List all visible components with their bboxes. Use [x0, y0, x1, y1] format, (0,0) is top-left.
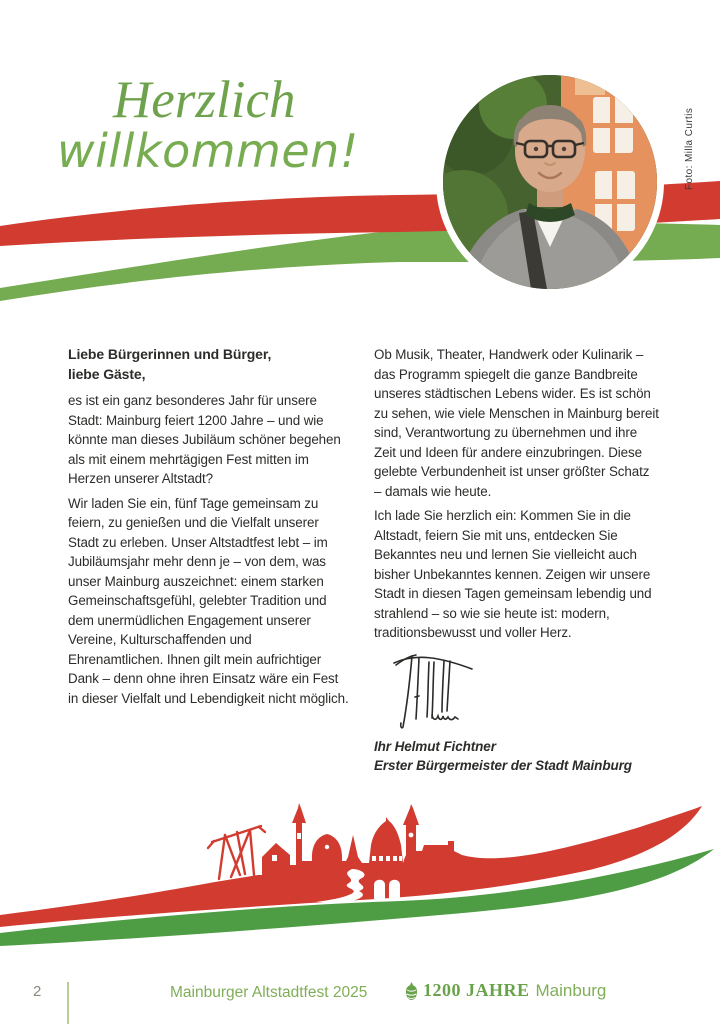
mayor-portrait-photo	[436, 68, 664, 296]
footer-divider	[67, 982, 69, 1024]
page-title-line1: Herzlich	[113, 71, 296, 129]
anniversary-text-bold: 1200 JAHRE	[423, 980, 530, 1000]
town-skyline-graphic	[0, 795, 720, 950]
salutation	[68, 345, 349, 384]
salutation-line1: Liebe Bürgerinnen und Bürger,	[68, 346, 272, 362]
paragraph: Ich lade Sie herzlich ein: Kommen Sie in die Altstadt, feiern Sie mit uns, entdecken Sie Bekanntes neu und lernen Sie vielleicht auch bisher Unbekanntes kennen. Zeigen wir unsere Stadt in diesen Tagen gemeinsam lebendig und strahlend – so wie sie heute ist: modern, traditionsbewusst und voller Herz.	[374, 508, 652, 640]
anniversary-logo	[404, 980, 606, 1001]
paragraph: Ob Musik, Theater, Handwerk oder Kulinarik – das Programm spiegelt die ganze Bandbreite unseres städtischen Lebens wider. Es ist schön zu sehen, wie viele Menschen in Mainburg bereit sind, Verantwortung zu übernehmen und ihre Zeit und Ideen für andere einzubringen. Diese gelebte Verbundenheit ist unser größter Schatz – damals wie heute.	[374, 347, 659, 499]
signature-icon	[388, 649, 498, 735]
paragraph: Wir laden Sie ein, fünf Tage gemeinsam zu feiern, zu genießen und die Vielfalt unserer Stadt zu erleben. Unser Altstadtfest lebt – im Jubiläumsjahr mehr denn je – von dem, was unser Mainburg auszeichnet: einem starken Gemeinschaftsgefühl, gelebter Tradition und dem unermüdlichen Engagement unserer Vereine, Kulturschaffenden und Ehrenamtlichen. Ihnen gilt mein aufrichtiger Dank – denn ohne ihren Einsatz wäre ein Fest in dieser Vielfalt und Lebendigkeit nicht möglich.	[68, 495, 349, 706]
portrait-illustration	[443, 75, 657, 289]
signoff	[374, 737, 660, 776]
page-title-line2: willkommen!	[57, 124, 359, 178]
anniversary-text-city: Mainburg	[535, 980, 607, 1000]
signoff-role: Erster Bürgermeister der Stadt Mainburg	[374, 758, 632, 773]
page-number: 2	[33, 983, 42, 1000]
body-column-right	[374, 345, 660, 776]
signoff-name: Ihr Helmut Fichtner	[374, 738, 496, 754]
salutation-line2: liebe Gäste,	[68, 365, 146, 382]
body-column-left	[68, 345, 349, 713]
photo-credit: Foto: Milla Curtis	[684, 107, 695, 190]
footer-event-title: Mainburger Altstadtfest 2025	[170, 984, 368, 1001]
paragraph: es ist ein ganz besonderes Jahr für unsere Stadt: Mainburg feiert 1200 Jahre – und wie könnte man dieses Jubiläum schöner begehen als mit einem mehrtägigen Fest mitten im Herzen unserer Altstadt?	[68, 393, 341, 486]
hop-cone-icon	[404, 981, 419, 1001]
